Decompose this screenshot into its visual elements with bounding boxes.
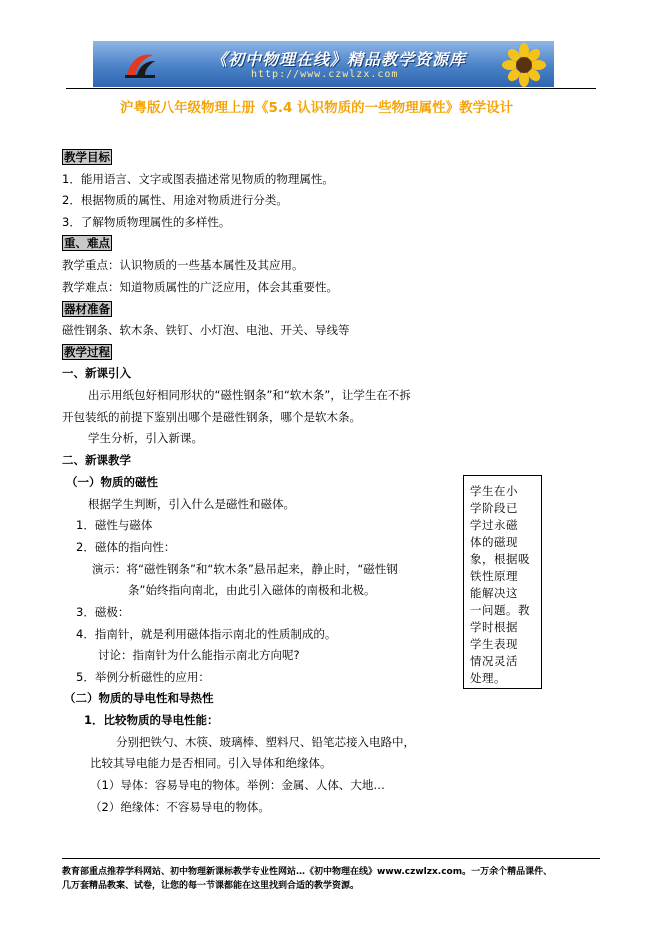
side-note-line: 学生表现 bbox=[470, 637, 518, 651]
side-note-line: 一问题。教 bbox=[470, 603, 530, 617]
magnetism-line: 条”始终指向南北，由此引入磁体的南极和北极。 bbox=[128, 583, 376, 597]
magnetism-line: 3．磁极： bbox=[76, 605, 130, 619]
goal-item: 3．了解物质物理属性的多样性。 bbox=[62, 215, 231, 229]
section-heading-keypoints: 重、难点 bbox=[64, 236, 110, 250]
side-note-line: 体的磁现 bbox=[470, 535, 518, 549]
side-note-line: 学阶段已 bbox=[470, 501, 518, 515]
magnetism-line: 4．指南针，就是利用磁体指示南北的性质制成的。 bbox=[76, 627, 337, 641]
banner-title: 《初中物理在线》精品教学资源库 bbox=[211, 50, 467, 69]
page-title: 沪粤版八年级物理上册《5.4 认识物质的一些物理属性》教学设计 bbox=[120, 100, 514, 116]
header-rule bbox=[66, 88, 596, 89]
intro-title: 一、新课引入 bbox=[62, 366, 131, 380]
magnetism-line: 根据学生判断，引入什么是磁性和磁体。 bbox=[88, 497, 295, 511]
side-note-line: 学时根据 bbox=[470, 620, 518, 634]
footer-line: 几万套精品教案、试卷，让您的每一节课都能在这里找到合适的教学资源。 bbox=[62, 881, 360, 891]
banner-url[interactable]: http://www.czwlzx.com bbox=[251, 69, 399, 80]
side-note-line: 能解决这 bbox=[470, 586, 518, 600]
side-note-line: 处理。 bbox=[470, 671, 506, 685]
header-banner bbox=[93, 41, 554, 87]
goal-item: 1．能用语言、文字或图表描述常见物质的物理属性。 bbox=[62, 172, 334, 186]
side-note-box bbox=[463, 475, 542, 689]
intro-line: 出示用纸包好相同形状的“磁性钢条”和“软木条”，让学生在不拆 bbox=[88, 388, 411, 402]
footer-line: 教育部重点推荐学科网站、初中物理新课标教学专业性网站…《初中物理在线》www.czwlzx.com。一万余个精品课件、 bbox=[62, 867, 553, 877]
sunflower-icon bbox=[500, 43, 548, 87]
side-note-line: 铁性原理 bbox=[470, 569, 518, 583]
magnetism-line: 5．举例分析磁性的应用： bbox=[76, 670, 210, 684]
conductivity-line: 比较其导电能力是否相同。引入导体和绝缘体。 bbox=[90, 756, 332, 770]
site-logo-icon bbox=[123, 49, 157, 79]
conductivity-line: （2）绝缘体：不容易导电的物体。 bbox=[90, 800, 270, 814]
side-note-line: 学过永磁 bbox=[470, 518, 518, 532]
equipment-text: 磁性钢条、软木条、铁钉、小灯泡、电池、开关、导线等 bbox=[62, 323, 350, 337]
section-heading-equipment: 器材准备 bbox=[64, 302, 110, 316]
magnetism-line: 1．磁性与磁体 bbox=[76, 518, 153, 532]
side-note-line: 象，根据吸 bbox=[470, 552, 530, 566]
keypoint-item: 教学重点：认识物质的一些基本属性及其应用。 bbox=[62, 258, 304, 272]
magnetism-line: 演示：将“磁性钢条”和“软木条”悬吊起来，静止时，“磁性钢 bbox=[92, 562, 398, 576]
keypoint-item: 教学难点：知道物质属性的广泛应用，体会其重要性。 bbox=[62, 280, 338, 294]
footer-rule bbox=[62, 858, 600, 859]
goal-item: 2．根据物质的属性、用途对物质进行分类。 bbox=[62, 193, 288, 207]
new-lesson-title: 二、新课教学 bbox=[62, 453, 131, 467]
magnetism-line: 2．磁体的指向性： bbox=[76, 540, 176, 554]
subsection-conductivity-title: （二）物质的导电性和导热性 bbox=[64, 691, 214, 705]
subsection-magnetism-title: （一）物质的磁性 bbox=[66, 475, 158, 489]
conductivity-line: （1）导体：容易导电的物体。举例：金属、人体、大地… bbox=[90, 778, 385, 792]
section-heading-goals: 教学目标 bbox=[64, 150, 110, 164]
section-heading-process: 教学过程 bbox=[64, 345, 110, 359]
side-note-line: 情况灵活 bbox=[470, 654, 518, 668]
intro-line: 开包装纸的前提下鉴别出哪个是磁性钢条，哪个是软木条。 bbox=[62, 410, 361, 424]
conductivity-item: 1．比较物质的导电性能： bbox=[84, 713, 219, 727]
conductivity-line: 分别把铁勺、木筷、玻璃棒、塑料尺、铅笔芯接入电路中， bbox=[116, 735, 415, 749]
intro-line: 学生分析，引入新课。 bbox=[88, 431, 203, 445]
side-note-line: 学生在小 bbox=[470, 484, 518, 498]
magnetism-line: 讨论：指南针为什么能指示南北方向呢? bbox=[98, 648, 300, 662]
